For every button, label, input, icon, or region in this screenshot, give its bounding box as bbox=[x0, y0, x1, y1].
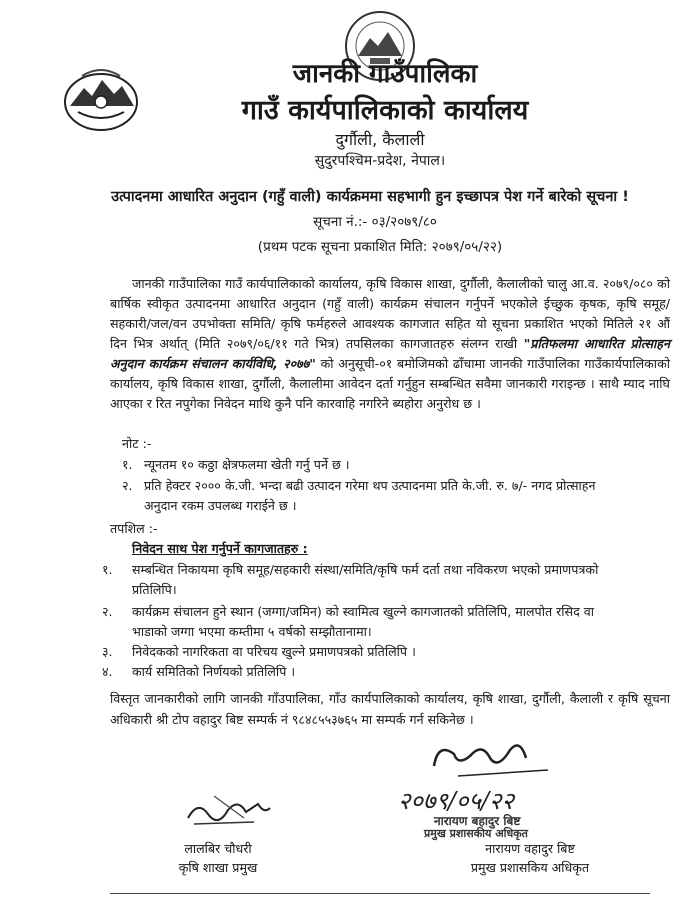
requirement-text: कार्य समितिको निर्णयको प्रतिलिपि । bbox=[132, 664, 296, 679]
requirement-number: २. bbox=[102, 604, 113, 619]
notice-subject: उत्पादनमा आधारित अनुदान (गहुँ वाली) कार्यक्रममा सहभागी हुन इच्छापत्र पेश गर्ने बारेको सूचना ! bbox=[111, 189, 629, 205]
stamp-role: प्रमुख प्रशासकीय अधिकृत bbox=[424, 827, 528, 840]
left-signatory-role: कृषि शाखा प्रमुख bbox=[178, 860, 258, 875]
contact-paragraph: विस्तृत जानकारीको लागि जानकी गाँउपालिका, गाँउ कार्यपालिकाको कार्यालय, कृषि शाखा, दुर्गौली, कैलाली र कृषि सूचना अधिकारी श्री टोप वहादुर बिष्ट सम्पर्क नं ९८४८५५३७६५ मा सम्पर्क गर्न सकिनेछ । bbox=[110, 691, 670, 727]
requirement-text: कार्यक्रम संचालन हुने स्थान (जग्गा/जमिन) को स्वामित्व खुल्ने कागजातको प्रतिलिपि, मालपोत रसिद वा bbox=[132, 604, 595, 619]
notice-body-part-2: को अनुसूची-०१ बमोजिमको ढाँचामा जानकी गाउँपालिका गाउँकार्यपालिकाको कार्यालय, कृषि विकास शाखा, दुर्गौली, कैलालीमा आवेदन दर्ता गर्नुहुन सम्बन्धित सवैमा जानकारी गराइन्छ । साथै म्याद नाघि आएका र रित नपुगेका निवेदन माथि कुनै पनि कारवाहि नगरिने ब्यहोरा अनुरोध छ । bbox=[110, 356, 670, 411]
requirement-text: सम्बन्धित निकायमा कृषि समूह/सहकारी संस्था/समिति/कृषि फर्म दर्ता तथा नविकरण भएको प्रमाणपत्रको bbox=[132, 562, 599, 577]
handwritten-date: २०७९/०५/२२ bbox=[398, 787, 515, 815]
requirement-item bbox=[102, 602, 672, 642]
nepal-emblem-icon bbox=[62, 62, 140, 134]
note-item bbox=[122, 455, 682, 475]
requirements-title: निवेदन साथ पेश गर्नुपर्ने कागजातहरु : bbox=[132, 541, 308, 556]
note-number: २. bbox=[122, 478, 133, 493]
details-label: तपशिल :- bbox=[110, 521, 158, 536]
address-line-2: सुदुरपश्चिम-प्रदेश, नेपाल। bbox=[314, 153, 446, 169]
notice-body bbox=[110, 274, 670, 414]
procedure-reference: "प्रतिफलमा आधारित प्रोत्साहन अनुदान कार्यक्रम संचालन कार्यविधि, २०७७" bbox=[110, 336, 670, 371]
bottom-divider bbox=[110, 893, 650, 894]
notice-body-part-1: जानकी गाउँपालिका गाउँ कार्यपालिकाको कार्यालय, कृषि विकास शाखा, दुर्गौली, कैलालीको चालु आ.व. २०७९/०८० को बार्षिक स्वीकृत उत्पादनमा आधारित अनुदान (गहुँ वाली) कार्यक्रम संचालन गर्नुपर्ने भएकोले ईच्छुक कृषक, कृषि समूह/सहकारी/जल/वन उपभोक्ता समिति/ कृषि फर्महरुले आवश्यक कागजात सहित यो सूचना प्रकाशित भएको मितिले २१ औं दिन भित्र अर्थात् (मिति २०७९/०६/११ गते भित्र) तपसिलका कागजातहरु संलग्न राखी bbox=[110, 276, 670, 351]
office-subtitle: गाउँ कार्यपालिकाको कार्यालय bbox=[241, 95, 529, 126]
requirement-item bbox=[102, 560, 672, 600]
requirement-text: निवेदकको नागरिकता वा परिचय खुल्ने प्रमाणपत्रको प्रतिलिपि । bbox=[132, 644, 416, 659]
requirement-item bbox=[102, 662, 672, 682]
left-signatory-name: लालबिर चौधरी bbox=[184, 841, 252, 856]
office-title: जानकी गाउँपालिका bbox=[292, 59, 478, 89]
requirement-number: ३. bbox=[102, 644, 113, 659]
note-text: प्रति हेक्टर २००० के.जी. भन्दा बढी उत्पादन गरेमा थप उत्पादनमा प्रति के.जी. रु. ७/- नगद प्रोत्साहन bbox=[144, 478, 596, 493]
requirement-number: १. bbox=[102, 562, 113, 577]
requirement-item bbox=[102, 642, 672, 662]
requirement-number: ४. bbox=[102, 664, 113, 679]
notice-number: सूचना नं.:- ०३/२०७९/८० bbox=[313, 214, 437, 230]
requirement-text-continued: भाडाको जग्गा भएमा कम्तीमा ५ वर्षको सम्झौतानामा। bbox=[132, 624, 372, 639]
publish-date: (प्रथम पटक सूचना प्रकाशित मिति: २०७९/०५/२२) bbox=[257, 239, 503, 255]
note-text: न्यूनतम १० कठ्ठा क्षेत्रफलमा खेती गर्नु पर्ने छ । bbox=[144, 457, 350, 472]
left-signature-icon bbox=[184, 788, 274, 828]
address-line-1: दुर्गौली, कैलाली bbox=[335, 130, 425, 149]
stamp-name: नारायण बहादुर बिष्ट bbox=[434, 814, 521, 828]
right-signatory-role: प्रमुख प्रशासकिय अधिकृत bbox=[470, 860, 590, 875]
note-title: नोट :- bbox=[122, 436, 152, 451]
right-signatory-name: नारायण वहादुर बिष्ट bbox=[485, 841, 575, 856]
requirement-text-continued: प्रतिलिपि। bbox=[132, 582, 177, 597]
note-item bbox=[122, 476, 682, 516]
note-text-continued: अनुदान रकम उपलब्ध गराईने छ । bbox=[144, 498, 297, 513]
note-number: १. bbox=[122, 457, 133, 472]
